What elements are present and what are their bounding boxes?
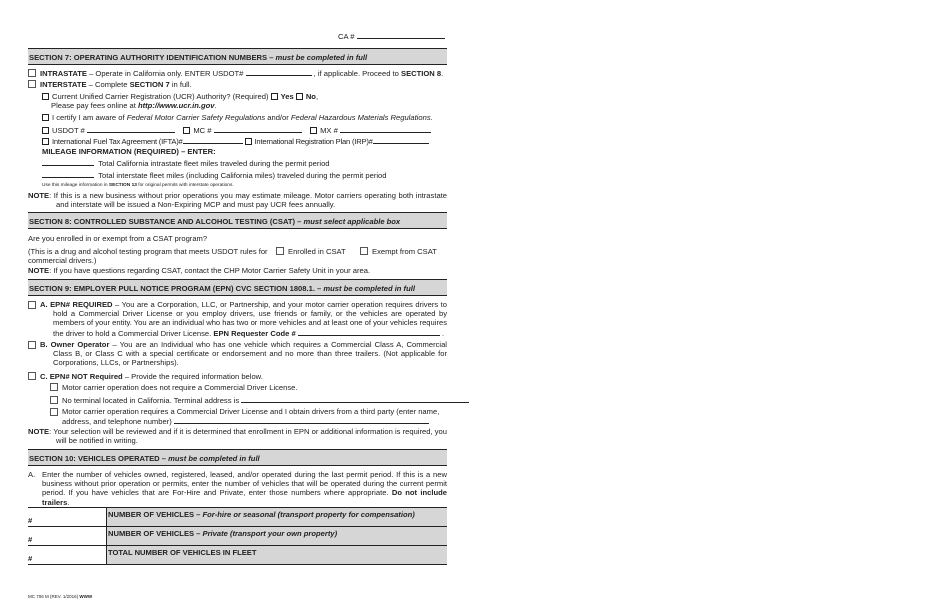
section-8-note: NOTE: If you have questions regarding CSAT, contact the CHP Motor Carrier Safety Unit in your area. (28, 266, 371, 275)
intrastate-usdot-field[interactable] (246, 68, 312, 76)
section-9-header: SECTION 9: EMPLOYER PULL NOTICE PROGRAM (EPN) CVC SECTION 1808.1. – must be completed in full (28, 279, 447, 296)
total-label: TOTAL NUMBER OF VEHICLES IN FLEET (107, 546, 447, 564)
checkbox[interactable] (245, 138, 252, 145)
epn-requester-code-field[interactable] (298, 328, 440, 336)
third-party-info-field[interactable] (174, 416, 429, 424)
no-terminal-option[interactable]: No terminal located in California. Terminal address is (50, 395, 469, 405)
section-10-header: SECTION 10: VEHICLES OPERATED – must be completed in full (28, 449, 447, 466)
section-10-instructions: Enter the number of vehicles owned, registered, leased, and/or operated during the last permit period. If this is a new business without prior operation or permits, enter the number of vehicles that will be operated during the current permit period. If you have vehicles that are For-Hire and Private, enter those numbers where appropriate. Do not include trailers. (42, 470, 447, 507)
no-cdl-option[interactable]: Motor carrier operation does not require a Commercial Driver License. (50, 383, 298, 392)
table-row (28, 508, 447, 527)
ca-number-field[interactable] (338, 31, 445, 41)
irp-field[interactable] (373, 136, 429, 144)
mileage-intrastate: Total California intrastate fleet miles traveled during the permit period (42, 158, 330, 168)
section-9-note: NOTE: Your selection will be reviewed and if it is determined that enrollment in EPN or additional information is required, you will be notified in writing. (28, 427, 447, 446)
usdot-field[interactable] (87, 125, 175, 133)
private-label: NUMBER OF VEHICLES – Private (transport your own property) (107, 527, 447, 545)
ca-label: CA # (338, 32, 355, 41)
section-7-header: SECTION 7: OPERATING AUTHORITY IDENTIFICATION NUMBERS – must be completed in full (28, 48, 447, 65)
ifta-irp-row: International Fuel Tax Agreement (IFTA)# International Registration Plan (IRP)# (42, 136, 429, 146)
intrastate-option[interactable]: INTRASTATE – Operate in California only. ENTER USDOT# , if applicable. Proceed to SECTION 8. (28, 68, 443, 78)
ifta-field[interactable] (183, 136, 243, 144)
total-count-field[interactable]: # (28, 546, 107, 564)
checkbox[interactable] (50, 383, 58, 391)
for-hire-label: NUMBER OF VEHICLES – For-hire or seasonal (transport property for compensation) (107, 508, 447, 526)
terminal-address-field[interactable] (241, 395, 469, 403)
mx-field[interactable] (340, 125, 431, 133)
checkbox[interactable] (28, 372, 36, 380)
id-numbers-row: USDOT # MC # MX # (42, 125, 431, 135)
epn-required-checkbox[interactable] (28, 301, 36, 309)
checkbox[interactable] (42, 93, 49, 100)
epn-not-required-option[interactable]: C. EPN# NOT Required – Provide the required information below. (28, 372, 263, 381)
mc-field[interactable] (214, 125, 302, 133)
vehicles-table (28, 507, 447, 565)
section-8-header: SECTION 8: CONTROLLED SUBSTANCE AND ALCOHOL TESTING (CSAT) – must select applicable box (28, 212, 447, 229)
third-party-checkbox[interactable] (50, 408, 58, 416)
owner-operator-checkbox[interactable] (28, 341, 36, 349)
checkbox[interactable] (42, 114, 49, 121)
exempt-csat-option[interactable]: Exempt from CSAT (360, 247, 437, 256)
interstate-miles-field[interactable] (42, 170, 94, 178)
mileage-interstate: Total interstate fleet miles (including California miles) traveled during the permit period (42, 170, 387, 180)
epn-required-option: A. EPN# REQUIRED – You are a Corporation, LLC, or Partnership, and your motor carrier operation requires drivers to hold a Commercial Driver License or you employ drivers, use friends or family, or the vehicles are operated by members of your entity. You are an individual who has two or more vehicles and at least one of your vehicles requires the driver to hold a Commercial Driver License. EPN Requester Code # . (40, 300, 447, 338)
table-row (28, 546, 447, 565)
for-hire-count-field[interactable]: # (28, 508, 107, 526)
ucr-pay-note: Please pay fees online at http://www.ucr.in.gov. (51, 101, 217, 110)
third-party-option: Motor carrier operation requires a Commercial Driver License and I obtain drivers from a third party (enter name, address, and telephone number) (62, 407, 440, 427)
checkbox[interactable] (276, 247, 284, 255)
checkbox[interactable] (310, 127, 317, 134)
interstate-option[interactable]: INTERSTATE – Complete SECTION 7 in full. (28, 80, 192, 89)
mileage-footnote: Use this mileage information in SECTION 13 for original permits with interstate operations. (42, 183, 234, 188)
yes-checkbox[interactable] (271, 93, 278, 100)
ucr-question: Current Unified Carrier Registration (UCR) Authority? (Required) Yes No, (42, 92, 318, 101)
checkbox[interactable] (50, 396, 58, 404)
section-7-note: NOTE: If this is a new business without prior operations you may estimate mileage. Motor carriers operating both intrastate and interstate will be issued a Non-Expiring MCP and must pay UCR fees annually. (28, 191, 447, 210)
csat-description: (This is a drug and alcohol testing program that meets USDOT rules for commercial drivers.) (28, 247, 268, 266)
certify-option[interactable]: I certify I am aware of Federal Motor Carrier Safety Regulations and/or Federal Hazardous Materials Regulations. (42, 113, 433, 122)
checkbox[interactable] (28, 80, 36, 88)
private-count-field[interactable]: # (28, 527, 107, 545)
checkbox[interactable] (28, 69, 36, 77)
intrastate-miles-field[interactable] (42, 158, 94, 166)
owner-operator-option: B. Owner Operator – You are an Individual who has one vehicle which requires a Commercial Class A, Commercial Class B, or Class C with a special certificate or endorsement and no more than three trailers. (Not applicable for Corporations, LLCs, or Partnerships). (40, 340, 447, 368)
checkbox[interactable] (183, 127, 190, 134)
form-footer: MC 706 M (REV. 1/2016) WWW (28, 594, 93, 599)
enrolled-csat-option[interactable]: Enrolled in CSAT (276, 247, 346, 256)
no-checkbox[interactable] (296, 93, 303, 100)
checkbox[interactable] (42, 138, 49, 145)
checkbox[interactable] (42, 127, 49, 134)
mileage-heading: MILEAGE INFORMATION (REQUIRED) – ENTER: (42, 147, 216, 156)
checkbox[interactable] (360, 247, 368, 255)
table-row (28, 527, 447, 546)
section-10-a-label: A. (28, 470, 36, 479)
csat-question: Are you enrolled in or exempt from a CSAT program? (28, 234, 208, 243)
